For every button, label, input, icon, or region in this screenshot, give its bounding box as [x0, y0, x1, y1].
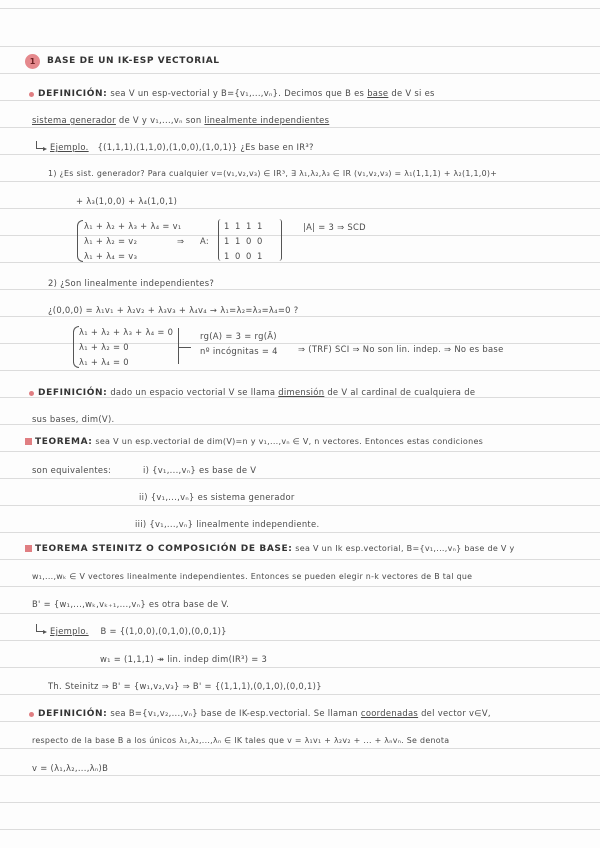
arrow-right-icon [36, 624, 43, 632]
system-2-eq-2: λ₁ + λ₂ = 0 [79, 342, 129, 352]
definition-2-line-1 [38, 387, 475, 398]
system-1-eq-2: λ₁ + λ₂ = v₂ [84, 236, 138, 246]
example-1-statement: {(1,1,1),(1,1,0),(1,0,0),(1,0,1)} ¿Es base en IR³? [97, 142, 314, 152]
system-2-eq-1: λ₁ + λ₂ + λ₃ + λ₄ = 0 [79, 327, 174, 337]
example-2-header [50, 626, 227, 636]
keyword-base: base [367, 88, 389, 98]
definition-1-line-1 [38, 88, 435, 99]
bullet-dot-icon [29, 391, 34, 396]
arrow-right-icon [36, 141, 43, 149]
definition-label: DEFINICIÓN: [38, 709, 108, 719]
keyword-dimension: dimensión [278, 387, 325, 397]
example-label: Ejemplo. [50, 142, 89, 152]
theorem-2-text: sea V un Ik esp.vectorial, B={v₁,...,vₙ} base de V y [295, 544, 515, 553]
theorem-1-line-2: son equivalentes: [32, 465, 112, 475]
implies-symbol: ⇒ [177, 236, 185, 246]
example-1-q1: 1) ¿Es sist. generador? Para cualquier v=(v₁,v₂,v₃) ∈ IR³, ∃ λ₁,λ₂,λ₃ ∈ IR (v₁,v₂,v₃) = λ₁(1,1,1) + λ₂(1,1,0)+ [48, 169, 498, 178]
square-bullet-icon [25, 545, 32, 552]
definition-label: DEFINICIÓN: [38, 89, 108, 99]
section-title: BASE DE UN IK-ESP VECTORIAL [47, 56, 220, 66]
example-2-w-line: w₁ = (1,1,1) ↠ lin. indep dim(IR³) = 3 [100, 654, 268, 664]
square-bullet-icon [25, 438, 32, 445]
definition-3-line-3: v = (λ₁,λ₂,...,λₙ)B [32, 763, 109, 773]
bullet-dot-icon [29, 712, 34, 717]
matrix-row-1: 1 1 1 1 [224, 221, 264, 231]
theorem-2-line-1 [35, 544, 515, 554]
keyword-lin-indep: linealmente independientes [204, 115, 330, 125]
example-label: Ejemplo. [50, 626, 89, 636]
matrix-row-3: 1 0 0 1 [224, 251, 264, 261]
unknowns-statement: nº incógnitas = 4 [200, 346, 278, 356]
keyword-sistema-generador: sistema generador [32, 115, 116, 125]
brace-icon [77, 220, 83, 262]
definition-label: DEFINICIÓN: [38, 388, 108, 398]
system-1-eq-1: λ₁ + λ₂ + λ₃ + λ₄ = v₁ [84, 221, 182, 231]
example-1-header [50, 142, 314, 152]
system-1-eq-3: λ₁ + λ₄ = v₃ [84, 251, 138, 261]
def1-text: sea V un esp-vectorial y B={v₁,...,vₙ}. Decimos que B es [110, 88, 365, 98]
example-2-statement: B = {(1,0,0),(0,1,0),(0,0,1)} [100, 626, 227, 636]
theorem-2-line-2: w₁,...,wₖ ∈ V vectores linealmente independientes. Entonces se pueden elegir n-k vectores de B tal que [32, 572, 473, 581]
theorem-1-item-3: iii) {v₁,...,vₙ} linealmente independiente. [135, 519, 320, 529]
example-2-steinitz: Th. Steinitz ⇒ B' = {w₁,v₂,v₃} ⇒ B' = {(1,1,1),(0,1,0),(0,0,1)} [48, 681, 322, 691]
definition-2-line-2: sus bases, dim(V). [32, 414, 115, 424]
matrix-label: A: [200, 236, 210, 246]
determinant-result: |A| = 3 ⇒ SCD [303, 222, 366, 232]
definition-3-line-2: respecto de la base B a los únicos λ₁,λ₂,...,λₙ ∈ IK tales que v = λ₁v₁ + λ₂v₂ + ... + λₙvₙ. Se denota [32, 736, 450, 745]
example-1-conclusion: ⇒ (TRF) SCI ⇒ No son lin. indep. ⇒ No es base [298, 344, 504, 354]
def1-text-mid: de V y v₁,...,vₙ son [118, 115, 202, 125]
definition-1-line-2 [32, 115, 329, 125]
theorem-label: TEOREMA: [35, 437, 93, 447]
system-2-eq-3: λ₁ + λ₄ = 0 [79, 357, 129, 367]
section-number-badge: 1 [25, 54, 40, 69]
example-1-q2: 2) ¿Son linealmente independientes? [48, 278, 215, 288]
theorem-1-text: sea V un esp.vectorial de dim(V)=n y v₁,...,vₙ ∈ V, n vectores. Entonces estas condiciones [95, 437, 484, 446]
theorem-steinitz-label: TEOREMA STEINITZ O COMPOSICIÓN DE BASE: [35, 544, 293, 554]
rank-statement: rg(A) = 3 = rg(Ā) [200, 331, 277, 341]
def3-text-end: del vector v∈V, [421, 708, 491, 718]
keyword-coordenadas: coordenadas [360, 708, 419, 718]
def2-text-end: de V al cardinal de cualquiera de [327, 387, 476, 397]
definition-3-line-1 [38, 708, 491, 719]
theorem-1-item-2: ii) {v₁,...,vₙ} es sistema generador [139, 492, 295, 502]
arrow-right-icon [179, 347, 191, 348]
example-1-q1-cont: + λ₃(1,0,0) + λ₄(1,0,1) [76, 196, 178, 206]
matrix-row-2: 1 1 0 0 [224, 236, 264, 246]
def2-text: dado un espacio vectorial V se llama [110, 387, 276, 397]
def3-text: sea B={v₁,v₂,...,vₙ} base de IK-esp.vectorial. Se llaman [110, 708, 358, 718]
example-1-q2-equation: ¿(0,0,0) = λ₁v₁ + λ₂v₂ + λ₃v₃ + λ₄v₄ → λ₁=λ₂=λ₃=λ₄=0 ? [48, 305, 299, 315]
theorem-1-line-1 [35, 437, 483, 447]
theorem-2-line-3: B' = {w₁,...,wₖ,vₖ₊₁,...,vₙ} es otra base de V. [32, 599, 230, 609]
bullet-dot-icon [29, 92, 34, 97]
def1-text-end: de V si es [391, 88, 435, 98]
separator-bar [178, 328, 179, 364]
theorem-1-item-1: i) {v₁,...,vₙ} es base de V [143, 465, 257, 475]
